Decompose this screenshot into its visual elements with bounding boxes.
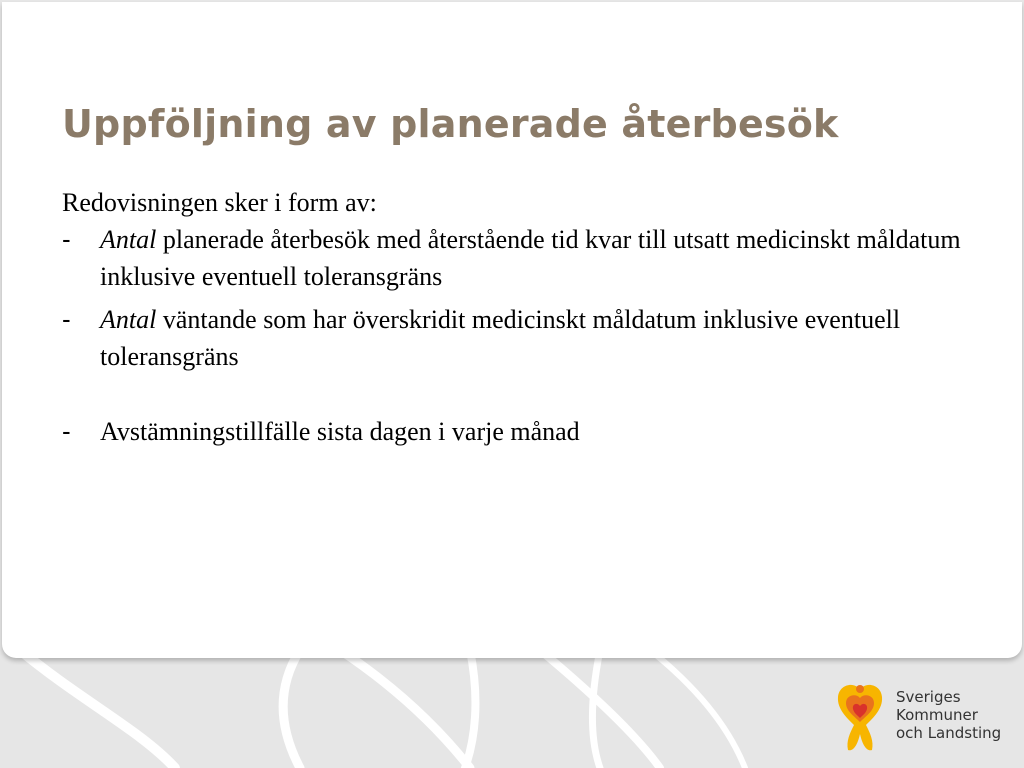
bullet-text <box>100 221 962 295</box>
bullet-text <box>100 301 962 375</box>
bullet-item <box>62 221 962 295</box>
logo-line: och Landsting <box>896 724 1002 742</box>
logo-wordmark <box>896 688 1001 742</box>
bullet-rest: väntande som har överskridit medicinskt måldatum inklusive eventuell toleransgräns <box>100 305 901 371</box>
bullet-emphasis: Antal <box>100 225 157 254</box>
slide-body <box>62 184 962 450</box>
bullet-dash: - <box>62 224 71 254</box>
bullet-dash: - <box>62 304 71 334</box>
intro-text: Redovisningen sker i form av: <box>62 188 377 217</box>
logo-line: Kommuner <box>896 706 978 724</box>
bullet-rest: planerade återbesök med återstående tid kvar till utsatt medicinskt måldatum inklusive eventuell toleransgräns <box>100 225 961 291</box>
slide-title: Uppföljning av planerade återbesök <box>62 102 839 146</box>
logo-line: Sveriges <box>896 688 961 706</box>
bullet-item <box>62 301 962 375</box>
bullet-text: Avstämningstillfälle sista dagen i varje månad <box>100 417 580 446</box>
bullet-emphasis: Antal <box>100 305 157 334</box>
bullet-item <box>62 413 962 450</box>
skl-logo <box>830 680 1010 754</box>
skl-emblem-icon <box>830 680 890 754</box>
bullet-dash: - <box>62 416 71 446</box>
